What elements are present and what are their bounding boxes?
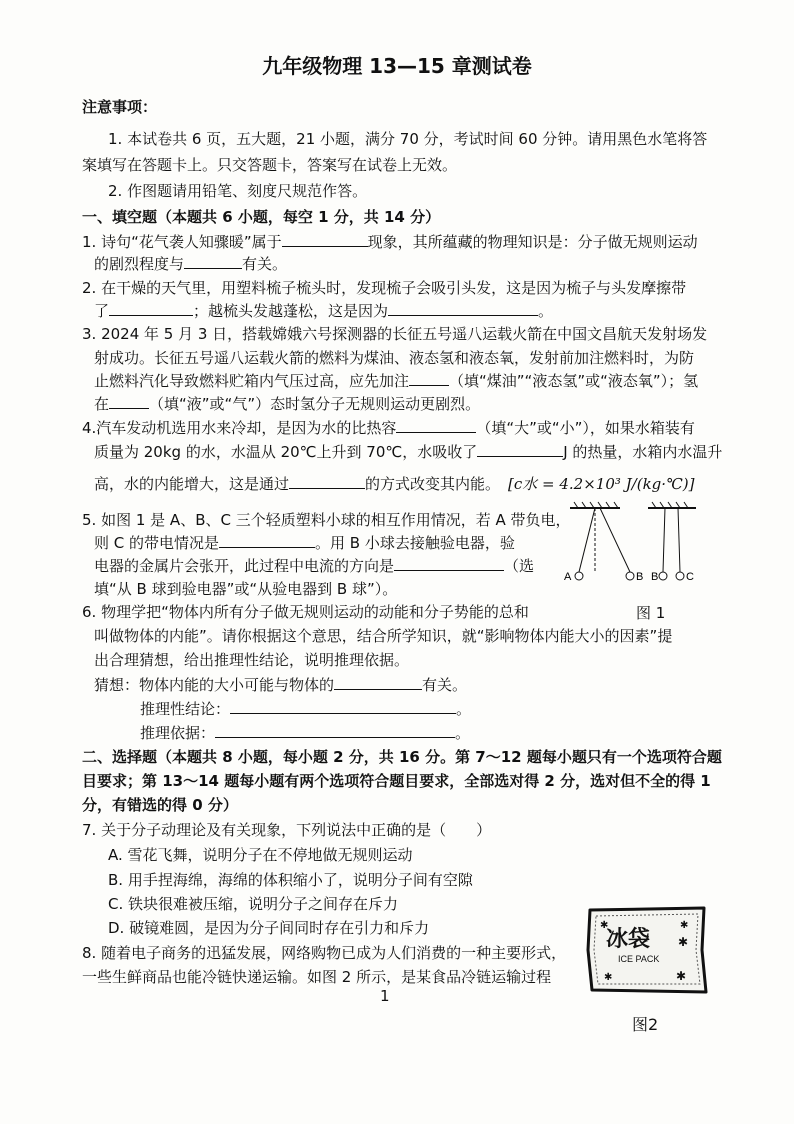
snowflake-icon: ✱ (604, 972, 613, 983)
ball-b (626, 572, 634, 580)
q7-option-b[interactable]: B. 用手捏海绵，海绵的体积缩小了，说明分子间有空隙 (108, 871, 473, 889)
question-3-line-3 (94, 371, 698, 391)
q6-basis-label: 推理依据： (140, 724, 216, 742)
figure-1-caption: 图 1 (636, 604, 666, 622)
figure-2-caption: 图2 (632, 1015, 659, 1034)
q3-text-b: （填“煤油”“液态氢”或“液态氧”）；氢 (449, 372, 699, 390)
question-6-basis (140, 723, 470, 743)
q4-text-c: 质量为 20kg 的水，水温从 20℃上升到 70℃，水吸收了 (94, 443, 478, 461)
q4-blank-3[interactable] (289, 474, 365, 489)
figure-1-diagram (560, 498, 700, 588)
q2-text-c: 。 (538, 302, 554, 320)
q5-text-a: 则 C 的带电情况是 (94, 534, 220, 552)
question-5-line-4: 填“从 B 球到验电器”或“从验电器到 B 球”）。 (94, 580, 398, 598)
q7-option-a[interactable]: A. 雪花飞舞，说明分子在不停地做无规则运动 (108, 846, 413, 864)
q6-basis-period: 。 (455, 724, 471, 742)
q5-text-d: （选 (504, 557, 535, 575)
q2-blank-2[interactable] (388, 301, 538, 316)
question-1 (82, 232, 698, 252)
question-5-line-3 (94, 556, 534, 576)
q3-blank-2[interactable] (109, 394, 149, 409)
question-7: 7. 关于分子动理论及有关现象，下列说法中正确的是（ ） (82, 821, 492, 839)
q3-text-c: 在 (94, 395, 110, 413)
q5-text-b: 。用 B 小球去接触验电器，验 (315, 534, 515, 552)
question-3-line-4 (94, 394, 480, 414)
q6-conclusion-label: 推理性结论： (140, 700, 231, 718)
q4-text-f: 的方式改变其内能。 (365, 475, 501, 493)
section-2-heading-line-2: 目要求；第 13～14 题每小题有两个选项符合题目要求，全部选对得 2 分，选对但不全的得 1 (82, 772, 711, 790)
q6-guess-text-b: 有关。 (422, 676, 468, 694)
q6-conclusion-blank[interactable] (230, 699, 456, 714)
label-b: B (636, 571, 644, 583)
label-c: C (686, 571, 694, 583)
ball-a (575, 572, 583, 580)
q5-blank-2[interactable] (394, 556, 504, 571)
q6-basis-blank[interactable] (215, 723, 455, 738)
question-6: 6. 物理学把“物体内所有分子做无规则运动的动能和分子势能的总和 (82, 603, 529, 621)
ice-pack-en-label: ICE PACK (618, 954, 660, 964)
page-title: 九年级物理 13—15 章测试卷 (262, 54, 532, 78)
q5-text-c: 电器的金属片会张开，此过程中电流的方向是 (94, 557, 395, 575)
q4-text-e: 高，水的内能增大，这是通过 (94, 475, 290, 493)
q7-option-c[interactable]: C. 铁块很难被压缩，说明分子之间存在斥力 (108, 895, 399, 913)
question-6-line-2: 叫做物体的内能”。请你根据这个意思，结合所学知识，就“影响物体内能大小的因素”提 (94, 627, 673, 645)
support-bar-left (570, 502, 620, 508)
question-2: 2. 在干燥的天气里，用塑料梳子梳头时，发现梳子会吸引头发，这是因为梳子与头发摩擦带 (82, 279, 687, 297)
page-number: 1 (380, 987, 390, 1005)
question-4-line-3 (94, 474, 500, 494)
q6-conclusion-period: 。 (456, 700, 472, 718)
question-2-line-2 (94, 301, 553, 321)
q7-option-d[interactable]: D. 破镜难圆，是因为分子间同时存在引力和斥力 (108, 919, 430, 937)
snowflake-icon: ✱ (680, 920, 689, 931)
support-bar-right (648, 502, 696, 508)
specific-heat-formula: [c水 = 4.2×10³ J/(kg·℃)] (508, 475, 695, 493)
question-8-line-2: 一些生鲜商品也能冷链快递运输。如图 2 所示，是某食品冷链运输过程 (82, 968, 552, 986)
q4-blank-1[interactable] (396, 418, 476, 433)
section-2-heading: 二、选择题（本题共 8 小题，每小题 2 分，共 16 分。第 7～12 题每小题只有一个选项符合题 (82, 748, 722, 766)
question-8: 8. 随着电子商务的迅猛发展，网络购物已成为人们消费的一种主要形式， (82, 944, 567, 962)
snowflake-icon: ✱ (676, 969, 687, 983)
question-5-line-2 (94, 533, 515, 553)
question-4 (82, 418, 695, 438)
q4-text-a: 4.汽车发动机选用水来冷却，是因为水的比热容 (82, 419, 397, 437)
question-4-line-2 (94, 442, 722, 462)
q4-text-b: （填“大”或“小”），如果水箱装有 (476, 419, 695, 437)
q6-guess-blank[interactable] (334, 675, 422, 690)
notice-item-2: 2. 作图题请用铅笔、刻度尺规范作答。 (108, 182, 368, 200)
q2-blank-1[interactable] (109, 301, 193, 316)
snowflake-icon: ✱ (600, 920, 609, 931)
q3-text-a: 止燃料汽化导致燃料贮箱内气压过高，应先加注 (94, 372, 410, 390)
q1-text-d: 有关。 (242, 255, 288, 273)
q6-guess-text-a: 猜想：物体内能的大小可能与物体的 (94, 676, 335, 694)
thread-c (678, 508, 680, 572)
question-6-line-3: 出合理猜想，给出推理性结论，说明推理依据。 (94, 651, 410, 669)
ball-c (676, 572, 684, 580)
q3-blank-1[interactable] (409, 371, 449, 386)
q5-blank-1[interactable] (219, 533, 315, 548)
notice-item-1: 1. 本试卷共 6 页，五大题，21 小题，满分 70 分，考试时间 60 分钟。请用黑色水笔将答 (108, 130, 708, 148)
q1-text-c: 的剧烈程度与 (94, 255, 185, 273)
q1-text-a: 1. 诗句“花气袭人知骤暖”属于 (82, 233, 282, 251)
q3-text-d: （填“液”或“气”）态时氢分子无规则运动更剧烈。 (149, 395, 481, 413)
label-b-right: B (651, 571, 659, 583)
question-3-line-2: 射成功。长征五号遥八运载火箭的燃料为煤油、液态氢和液态氧，发射前加注燃料时，为防 (94, 349, 695, 367)
figure-2-ice-pack (584, 904, 710, 996)
question-5: 5. 如图 1 是 A、B、C 三个轻质塑料小球的相互作用情况，若 A 带负电， (82, 511, 571, 529)
section-1-heading: 一、填空题（本题共 6 小题，每空 1 分，共 14 分） (82, 208, 441, 226)
question-3: 3. 2024 年 5 月 3 日，搭载嫦娥六号探测器的长征五号遥八运载火箭在中国文昌航天发射场发 (82, 325, 708, 343)
question-6-guess (94, 675, 467, 695)
ice-pack-cn-label: 冰袋 (606, 927, 651, 952)
q1-blank-2[interactable] (184, 254, 242, 269)
notice-item-1-cont: 案填写在答题卡上。只交答题卡，答案写在试卷上无效。 (82, 156, 458, 174)
section-2-heading-line-3: 分，有错选的得 0 分） (82, 796, 238, 814)
label-a: A (564, 571, 572, 583)
notice-heading: 注意事项： (82, 98, 158, 116)
q2-text-b: ；越梳头发越蓬松，这是因为 (193, 302, 389, 320)
thread-b-right (663, 508, 665, 572)
question-6-conclusion (140, 699, 471, 719)
thread-a (579, 508, 595, 572)
question-1-line-2 (94, 254, 287, 274)
q1-blank-1[interactable] (282, 232, 368, 247)
snowflake-icon: ✱ (678, 935, 689, 949)
q2-text-a: 了 (94, 302, 110, 320)
q4-blank-2[interactable] (477, 442, 563, 457)
q1-text-b: 现象，其所蕴藏的物理知识是：分子做无规则运动 (367, 233, 698, 251)
thread-b (600, 508, 630, 572)
ball-b-right (659, 572, 667, 580)
q4-text-d: J 的热量，水箱内水温升 (563, 443, 723, 461)
